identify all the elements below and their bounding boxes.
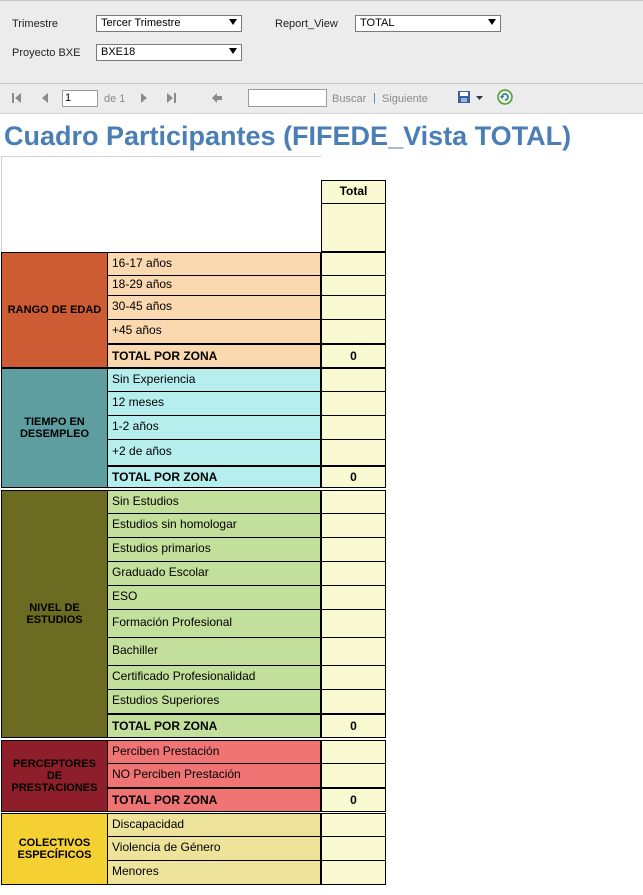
row-label: 12 meses [108, 392, 321, 416]
row-label: Perciben Prestación [108, 740, 321, 764]
row-label: 1-2 años [108, 416, 321, 440]
row-label: +45 años [108, 320, 321, 344]
row-label: 16-17 años [108, 252, 321, 276]
category-cell: COLECTIVOS ESPECÍFICOS [1, 813, 108, 885]
row-value [321, 764, 386, 788]
row-label: Discapacidad [108, 813, 321, 837]
row-value [321, 666, 386, 690]
header-spacer-cell [321, 204, 386, 252]
row-label: Sin Estudios [108, 490, 321, 514]
category-cell: RANGO DE EDAD [1, 252, 108, 368]
row-label: Violencia de Género [108, 837, 321, 861]
report-view-value: TOTAL [360, 17, 395, 29]
row-label: Formación Profesional [108, 610, 321, 638]
row-value [321, 276, 386, 296]
row-value [321, 638, 386, 666]
category-cell: PERCEPTORES DE PRESTACIONES [1, 740, 108, 812]
column-header-total: Total [321, 180, 386, 204]
proyecto-label: Proyecto BXE [12, 47, 81, 59]
total-row-value: 0 [321, 788, 386, 812]
total-row-value: 0 [321, 714, 386, 738]
trimestre-value: Tercer Trimestre [101, 17, 181, 29]
row-value [321, 440, 386, 466]
page-title: Cuadro Participantes (FIFEDE_Vista TOTAL) [4, 121, 572, 151]
row-value [321, 392, 386, 416]
row-value [321, 416, 386, 440]
total-row-label: TOTAL POR ZONA [108, 714, 321, 738]
row-label: Estudios sin homologar [108, 514, 321, 538]
row-value [321, 586, 386, 610]
row-label: ESO [108, 586, 321, 610]
row-label: Certificado Profesionalidad [108, 666, 321, 690]
row-label: Estudios Superiores [108, 690, 321, 714]
row-label: Bachiller [108, 638, 321, 666]
total-row-label: TOTAL POR ZONA [108, 344, 321, 368]
row-value [321, 861, 386, 885]
row-value [321, 837, 386, 861]
category-cell: TIEMPO EN DESEMPLEO [1, 368, 108, 488]
total-row-label: TOTAL POR ZONA [108, 788, 321, 812]
page-number-input[interactable]: 1 [62, 90, 98, 107]
row-value [321, 740, 386, 764]
row-value [321, 813, 386, 837]
row-value [321, 320, 386, 344]
row-value [321, 610, 386, 638]
row-label: 30-45 años [108, 296, 321, 320]
trimestre-label: Trimestre [12, 18, 59, 30]
row-value [321, 690, 386, 714]
row-label: +2 de años [108, 440, 321, 466]
row-label: NO Perciben Prestación [108, 764, 321, 788]
row-value [321, 562, 386, 586]
report-view-label: Report_View [275, 18, 338, 30]
row-label: Menores [108, 861, 321, 885]
next-link[interactable]: Siguiente [382, 93, 428, 105]
total-row-value: 0 [321, 466, 386, 488]
toolbar-separator: | [373, 92, 376, 104]
row-value [321, 368, 386, 392]
category-cell: NIVEL DE ESTUDIOS [1, 490, 108, 738]
total-row-value: 0 [321, 344, 386, 368]
row-value [321, 252, 386, 276]
row-label: Graduado Escolar [108, 562, 321, 586]
row-value [321, 538, 386, 562]
row-label: Estudios primarios [108, 538, 321, 562]
row-label: Sin Experiencia [108, 368, 321, 392]
row-label: 18-29 años [108, 276, 321, 296]
row-value [321, 514, 386, 538]
search-link[interactable]: Buscar [332, 93, 367, 105]
total-row-label: TOTAL POR ZONA [108, 466, 321, 488]
header-blank-cell [1, 156, 321, 252]
proyecto-value: BXE18 [101, 46, 136, 58]
row-value [321, 296, 386, 320]
row-value [321, 490, 386, 514]
page-count-label: de 1 [104, 93, 126, 105]
